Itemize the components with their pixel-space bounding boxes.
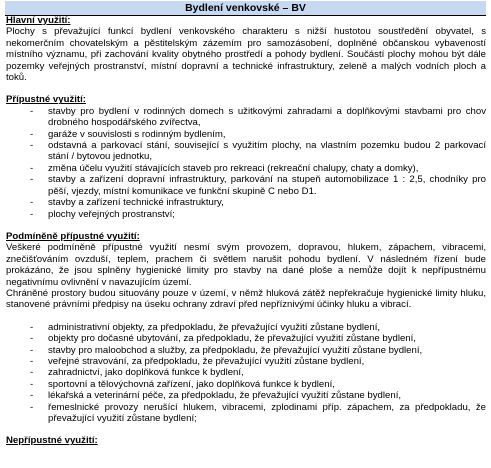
list-item: - administrativní objekty, za předpokladu, že převažující využití zůstane bydlení, [6, 322, 486, 333]
paragraph-podminene-2: Chráněné prostory budou situovány pouze v území, v němž hluková zátěž nepřekračuje hygienické limity hluku, stanovené právními předpisy na úseku ochrany zdraví před nepříznivými účinky hluku a vibrací. [6, 287, 486, 311]
list-item: - stavby pro bydlení v rodinných domech s užitkovými zahradami a doplňkovými stavbami pro chov drobného hospodářského zvířectva, [6, 106, 486, 129]
list-item: - veřejné stravování, za předpokladu, že převažující využití zůstane bydlení, [6, 356, 486, 367]
list-item: - odstavná a parkovací stání, související s využitím plochy, na vlastním pozemku budou 2 parkovací stání / bytovou jednotku, [6, 140, 486, 163]
heading-podminene-pripustne-vyuziti: Podmíněně přípustné využití: [6, 230, 140, 242]
paragraph-podminene-1: Veškeré podmíněně přípustné využití nesmí svým provozem, dopravou, hlukem, zápachem, vibracemi, znečišťováním ovzduší, teplem, prachem či světlem narušit pohodu bydlení. V následném řízení bude prokázáno, že jsou splněny hygienické limity pro stavby na dané ploše a nemůže dojít k nepřípustnému negativnímu ovlivnění v navazujícím území. [6, 242, 486, 288]
document-content [6, 15, 486, 447]
list-item: - řemeslnické provozy nerušící hlukem, vibracemi, zplodinami příp. zápachem, za předpokladu, že převažující využití zůstane bydlení; [6, 402, 486, 425]
list-item: - objekty pro dočasné ubytování, za předpokladu, že převažující využití zůstane bydlení, [6, 333, 486, 344]
list-item: - plochy veřejných prostranství; [6, 209, 486, 220]
list-podminene-vyuziti [6, 322, 486, 425]
list-item: - stavby a zařízení dopravní infrastruktury, parkování na stupeň automobilizace 1 : 2,5, chodníky pro pěší, vjezdy, místní komunikace ve funkční skupině C nebo D1. [6, 174, 486, 197]
list-item: - lékařská a veterinární péče, za předpokladu, že převažující využití zůstane bydlení, [6, 390, 486, 401]
list-item: - zahradnictví, jako doplňková funkce k bydlení, [6, 367, 486, 378]
list-item: - stavby pro maloobchod a služby, za předpokladu, že převažující využití zůstane bydlení, [6, 345, 486, 356]
heading-hlavni-vyuziti: Hlavní využití: [6, 15, 71, 26]
list-item: - garáže v souvislosti s rodinným bydlením, [6, 129, 486, 140]
list-pripustne-vyuziti [6, 106, 486, 220]
list-item: - změna účelu využití stávajících staveb pro rekreaci (rekreační chalupy, chaty a domky), [6, 163, 486, 174]
heading-pripustne-vyuziti: Přípustné využití: [6, 94, 86, 106]
list-item: - sportovní a tělovýchovná zařízení, jako doplňková funkce k bydlení, [6, 379, 486, 390]
paragraph-hlavni-vyuziti: Plochy s převažující funkcí bydlení venkovského charakteru s nižší hustotou soustředění obyvatel, s nekomerčním chovatelským a pěstitelským zázemím pro samozásobení, doplněné občanskou vybaveností místního významu, při zachování kvality obytného prostředí a pohody bydlení. Součástí plochy mohou být dále pozemky veřejných prostranství, místní dopravní a technické infrastruktury, zeleně a malých vodních ploch a toků. [6, 26, 486, 84]
list-item: - stavby a zařízení technické infrastruktury, [6, 197, 486, 208]
page-title: Bydlení venkovské – BV [5, 1, 486, 16]
heading-nepripustne-vyuziti: Nepřípustné využití: [6, 435, 98, 447]
